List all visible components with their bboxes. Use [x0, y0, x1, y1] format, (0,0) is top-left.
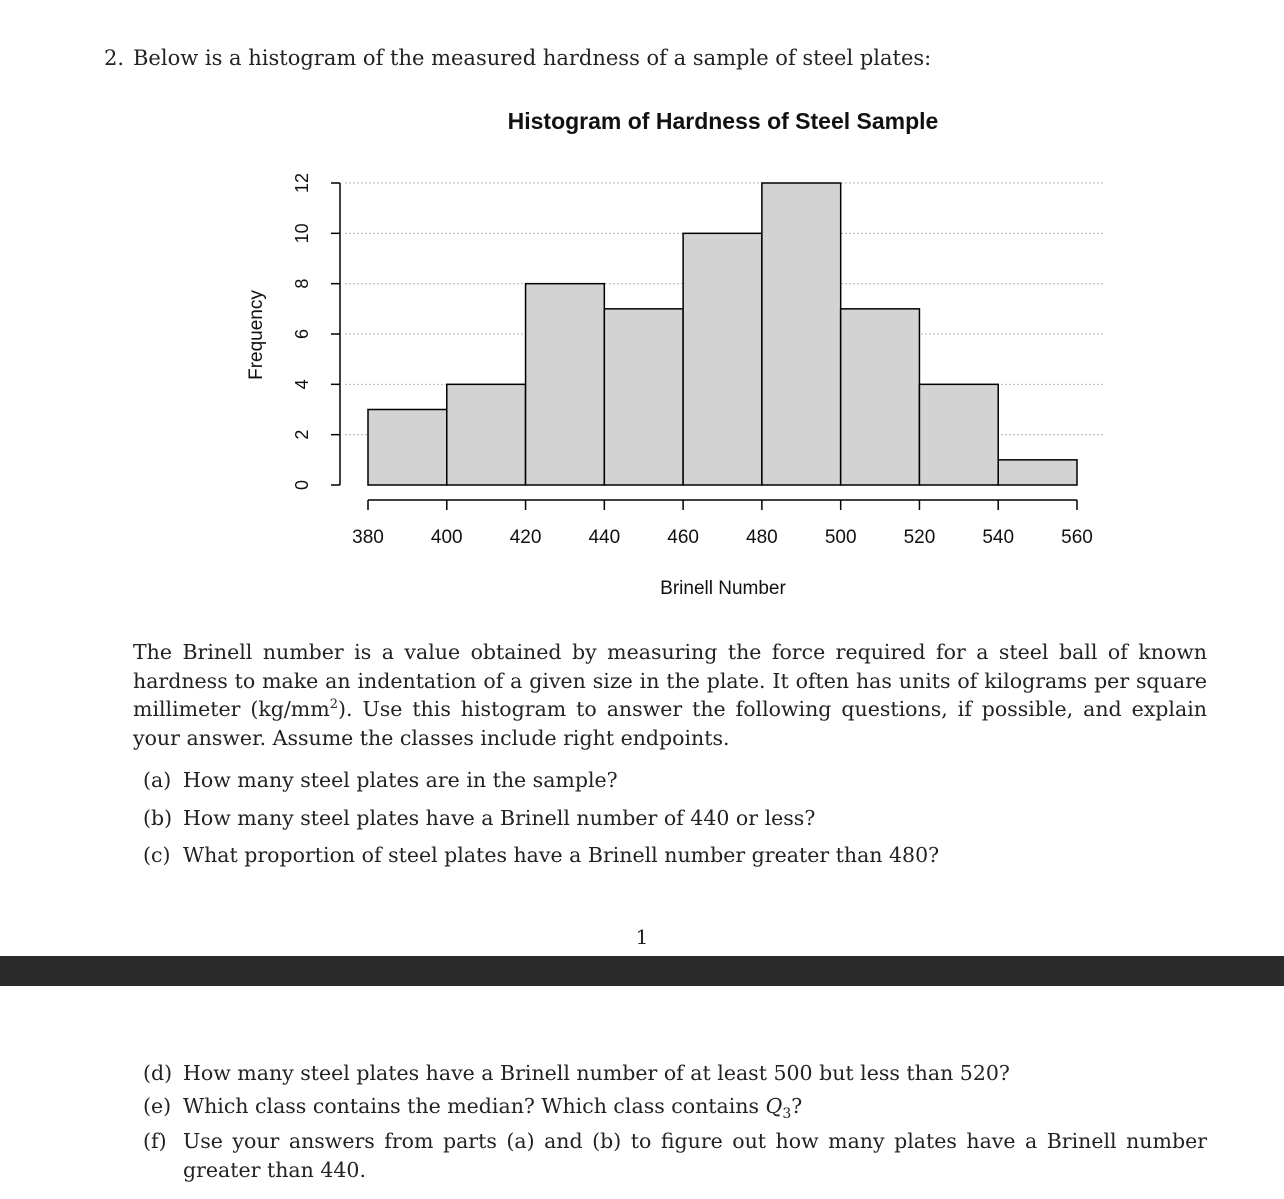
- y-tick-label: 4: [291, 379, 312, 390]
- histogram-bar: [368, 410, 447, 486]
- question-list-page-1: [143, 768, 939, 881]
- description-line-1: The Brinell number is a value obtained by measuring the force required for a steel ball of known hardness: [133, 640, 1207, 693]
- x-tick-label: 440: [588, 527, 621, 548]
- y-tick-label: 8: [291, 278, 312, 289]
- y-tick-label: 6: [291, 328, 312, 340]
- x-tick-label: 560: [1061, 527, 1093, 548]
- problem-statement: [104, 46, 931, 70]
- histogram-bar: [998, 460, 1077, 485]
- description-line-2: to make an indentation of a given size in the plate. It often has units of kilograms per square millimeter: [133, 668, 1207, 721]
- histogram-bar: [526, 284, 605, 485]
- y-tick-label: 10: [291, 223, 312, 244]
- problem-intro: Below is a histogram of the measured hardness of a sample of steel plates:: [133, 46, 932, 70]
- y-tick-label: 2: [291, 429, 312, 440]
- question-c: (c) What proportion of steel plates have a Brinell number greater than 480?: [143, 843, 940, 867]
- page-separator: [0, 956, 1284, 986]
- chart-title: Histogram of Hardness of Steel Sample: [507, 108, 939, 134]
- x-tick-label: 480: [746, 527, 778, 548]
- x-tick-label: 420: [509, 527, 542, 548]
- question-list-page-2: [143, 1061, 1207, 1185]
- question-d: (d) How many steel plates have a Brinell number of at least 500 but less than 520?: [143, 1061, 1010, 1085]
- x-tick-label: 400: [430, 527, 463, 548]
- histogram-bar: [604, 309, 683, 485]
- histogram-bar: [762, 183, 841, 485]
- question-e: (e) Which class contains the median? Which class contains $Q_3$?: [143, 1094, 803, 1123]
- histogram-bar: [683, 233, 762, 485]
- chart-y-axis-label: Frequency: [246, 290, 267, 380]
- histogram-bar: [919, 384, 998, 485]
- y-tick-label: 12: [291, 172, 312, 194]
- histogram-chart: [0, 90, 1284, 610]
- page-number: 1: [635, 925, 649, 949]
- problem-number: 2.: [104, 46, 125, 70]
- units-text: $(kg/mm^2)$.: [250, 697, 353, 721]
- description-paragraph: [133, 638, 1207, 752]
- description-line-3: Use this histogram to answer the following questions, if possible, and explain your answer.: [133, 697, 1207, 750]
- description-line-4: Assume the classes include right endpoints.: [272, 725, 730, 750]
- x-tick-label: 520: [903, 527, 936, 548]
- histogram-bar: [447, 384, 526, 485]
- x-tick-label: 380: [352, 527, 384, 548]
- x-tick-label: 460: [667, 527, 699, 548]
- histogram-bar: [841, 309, 920, 485]
- chart-x-axis-label: Brinell Number: [660, 578, 786, 599]
- x-tick-label: 540: [982, 527, 1015, 548]
- question-f: (f) Use your answers from parts (a) and (b) to figure out how many plates have a Brinell number greater than 440.: [143, 1129, 1207, 1182]
- y-tick-label: 0: [291, 479, 312, 491]
- question-b: (b) How many steel plates have a Brinell number of 440 or less?: [143, 805, 816, 830]
- question-a: (a) How many steel plates are in the sample?: [143, 768, 618, 792]
- x-tick-label: 500: [824, 527, 857, 548]
